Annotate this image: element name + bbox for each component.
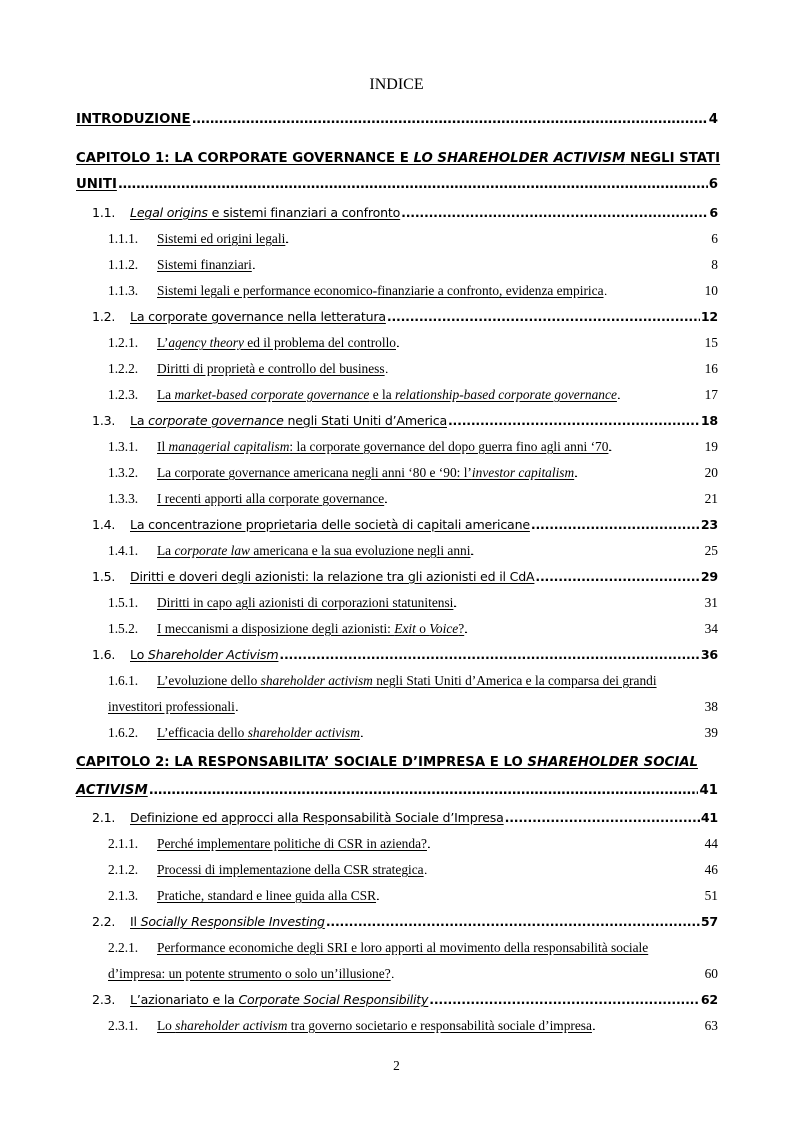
toc-section-number: 1.6.: [92, 647, 116, 662]
toc-entry-text: Diritti di proprietà e controllo del business: [157, 361, 385, 376]
leader-dots: [575, 465, 703, 481]
toc-page-number: 20: [704, 465, 718, 480]
toc-page-number: 60: [704, 966, 718, 981]
toc-section-2-1[interactable]: [92, 810, 718, 825]
toc-subsection-1-1-2[interactable]: [108, 257, 718, 273]
toc-entry-text: L’evoluzione dello shareholder activism negli Stati Uniti d’America e la comparsa dei grandi: [157, 673, 657, 688]
toc-section-2-3[interactable]: [92, 992, 718, 1007]
toc-section-number: 2.2.: [92, 914, 116, 929]
toc-page-number: 4: [708, 112, 718, 127]
leader-dots: [401, 205, 708, 220]
toc-subsection-1-2-3[interactable]: [108, 387, 718, 403]
toc-page-number: 44: [704, 836, 718, 851]
toc-section-number: 1.5.2.: [108, 621, 139, 636]
toc-subsection-2-2-1[interactable]: [108, 966, 718, 982]
leader-dots: [465, 621, 703, 637]
toc-entry-text: Il Socially Responsible Investing: [130, 914, 325, 929]
toc-subsection-1-6-1-line1[interactable]: [108, 673, 657, 689]
toc-section-1-2[interactable]: [92, 309, 718, 324]
leader-dots: [593, 1018, 704, 1034]
leader-dots: [425, 862, 704, 878]
toc-page-number: 10: [704, 283, 718, 298]
leader-dots: [387, 309, 700, 324]
toc-subsection-1-2-2[interactable]: [108, 361, 718, 377]
toc-section-number: 1.4.: [92, 517, 116, 532]
leader-dots: [118, 177, 708, 192]
leader-dots: [149, 783, 699, 798]
toc-entry-text: La concentrazione proprietaria delle società di capitali americane: [130, 517, 530, 532]
leader-dots: [236, 699, 704, 715]
toc-subsection-1-6-1[interactable]: [108, 699, 718, 715]
leader-dots: [326, 914, 700, 929]
leader-dots: [192, 112, 708, 127]
toc-entry-text: La corporate law americana e la sua evoluzione negli anni: [157, 543, 471, 558]
leader-dots: [361, 725, 704, 741]
toc-subsection-2-3-1[interactable]: [108, 1018, 718, 1034]
toc-entry-text: Lo Shareholder Activism: [130, 647, 279, 662]
toc-subsection-2-1-3[interactable]: [108, 888, 718, 904]
toc-subsection-1-3-3[interactable]: [108, 491, 718, 507]
toc-subsection-1-6-2[interactable]: [108, 725, 718, 741]
toc-entry-text: Diritti in capo agli azionisti di corporazioni statunitensi: [157, 595, 454, 610]
toc-entry-text: Performance economiche degli SRI e loro apporti al movimento della responsabilità sociale: [157, 940, 649, 955]
toc-entry-text: d’impresa: un potente strumento o solo un’illusione?: [108, 966, 391, 981]
toc-subsection-1-3-2[interactable]: [108, 465, 718, 481]
toc-subsection-2-2-1-line1[interactable]: [108, 940, 648, 956]
toc-page-number: 31: [704, 595, 718, 610]
leader-dots: [386, 361, 704, 377]
toc-entry-text: Perché implementare politiche di CSR in azienda?: [157, 836, 427, 851]
toc-section-number: 1.3.2.: [108, 465, 139, 480]
toc-entry-text: CAPITOLO 2: LA RESPONSABILITA’ SOCIALE D’IMPRESA E LO SHAREHOLDER SOCIAL: [76, 755, 698, 770]
toc-page-number: 15: [704, 335, 718, 350]
toc-section-number: 1.1.3.: [108, 283, 139, 298]
toc-entry-text: Il managerial capitalism: la corporate governance del dopo guerra fino agli anni ‘70: [157, 439, 609, 454]
toc-section-number: 1.4.1.: [108, 543, 139, 558]
toc-section-2-2[interactable]: [92, 914, 718, 929]
toc-section-number: 1.2.: [92, 309, 116, 324]
leader-dots: [618, 387, 704, 403]
toc-section-number: 1.5.1.: [108, 595, 139, 610]
leader-dots: [605, 283, 704, 299]
toc-entry-text: L’efficacia dello shareholder activism: [157, 725, 360, 740]
leader-dots: [535, 569, 699, 584]
toc-entry-text: UNITI: [76, 177, 117, 192]
toc-section-number: 2.1.3.: [108, 888, 139, 903]
toc-subsection-2-1-1[interactable]: [108, 836, 718, 852]
toc-section-1-6[interactable]: [92, 647, 718, 662]
leader-dots: [448, 413, 700, 428]
leader-dots: [471, 543, 703, 559]
toc-section-number: 2.1.2.: [108, 862, 139, 877]
toc-page-number: 19: [704, 439, 718, 454]
toc-subsection-1-3-1[interactable]: [108, 439, 718, 455]
toc-page-number: 51: [704, 888, 718, 903]
leader-dots: [385, 491, 703, 507]
toc-entry-text: I meccanismi a disposizione degli azionisti: Exit o Voice?: [157, 621, 465, 636]
toc-entry-text: CAPITOLO 1: LA CORPORATE GOVERNANCE E LO SHAREHOLDER ACTIVISM NEGLI STATI: [76, 151, 721, 166]
toc-entry-text: L’agency theory ed il problema del controllo: [157, 335, 396, 350]
leader-dots: [253, 257, 710, 273]
leader-dots: [377, 888, 704, 904]
page-number: 2: [393, 1058, 400, 1073]
toc-page-number: 8: [711, 257, 718, 272]
toc-chapter-2[interactable]: [76, 783, 718, 798]
toc-page-number: 17: [704, 387, 718, 402]
toc-subsection-1-5-1[interactable]: [108, 595, 718, 611]
toc-page-number: 12: [700, 309, 718, 324]
page-title: INDICE: [369, 76, 424, 93]
toc-subsection-1-1-1[interactable]: [108, 231, 718, 247]
toc-page-number: 6: [709, 205, 718, 220]
toc-section-number: 1.6.1.: [108, 673, 139, 688]
toc-page-number: 25: [704, 543, 718, 558]
toc-section-number: 1.1.2.: [108, 257, 139, 272]
toc-page-number: 16: [704, 361, 718, 376]
toc-page-number: 36: [700, 647, 718, 662]
toc-entry-text: Definizione ed approcci alla Responsabilità Sociale d’Impresa: [130, 810, 504, 825]
toc-page-number: 38: [704, 699, 718, 714]
toc-entry-text: La corporate governance americana negli anni ‘80 e ‘90: l’investor capitalism: [157, 465, 575, 480]
toc-page-number: 6: [708, 177, 718, 192]
toc-section-1-1[interactable]: [92, 205, 718, 220]
toc-section-number: 1.3.: [92, 413, 116, 428]
leader-dots: [286, 231, 710, 247]
toc-section-number: 1.3.3.: [108, 491, 139, 506]
toc-page-number: 23: [700, 517, 718, 532]
toc-entry-text: INTRODUZIONE: [76, 112, 191, 127]
toc-page-number: 34: [704, 621, 718, 636]
toc-section-number: 2.3.: [92, 992, 116, 1007]
toc-entry-text: La corporate governance negli Stati Uniti d’America: [130, 413, 447, 428]
leader-dots: [397, 335, 704, 351]
toc-entry-text: Sistemi finanziari: [157, 257, 252, 272]
toc-page-number: 21: [704, 491, 718, 506]
toc-entry-text: I recenti apporti alla corporate governance: [157, 491, 385, 506]
toc-entry-text: ACTIVISM: [76, 783, 148, 798]
toc-entry-text: L’azionariato e la Corporate Social Responsibility: [130, 992, 429, 1007]
toc-section-1-4[interactable]: [92, 517, 718, 532]
toc-entry-text: Legal origins e sistemi finanziari a confronto: [130, 205, 401, 220]
toc-section-number: 2.1.: [92, 810, 116, 825]
toc-section-number: 2.3.1.: [108, 1018, 139, 1033]
toc-page-number: 6: [711, 231, 718, 246]
leader-dots: [609, 439, 703, 455]
toc-entry-text: Pratiche, standard e linee guida alla CSR: [157, 888, 377, 903]
toc-page-number: 57: [700, 914, 718, 929]
toc-section-number: 1.2.3.: [108, 387, 139, 402]
toc-page-number: 63: [704, 1018, 718, 1033]
toc-chapter-1-line1[interactable]: [76, 151, 720, 166]
leader-dots: [279, 647, 699, 662]
toc-subsection-1-4-1[interactable]: [108, 543, 718, 559]
toc-entry-text: Sistemi legali e performance economico-finanziarie a confronto, evidenza empirica: [157, 283, 604, 298]
toc-section-number: 2.2.1.: [108, 940, 139, 955]
toc-entry-text: La corporate governance nella letteratura: [130, 309, 386, 324]
leader-dots: [392, 966, 704, 982]
toc-page-number: 29: [700, 569, 718, 584]
toc-page-number: 18: [700, 413, 718, 428]
toc-section-number: 1.2.1.: [108, 335, 139, 350]
toc-entry-text: Processi di implementazione della CSR strategica: [157, 862, 424, 877]
toc-section-number: 1.1.: [92, 205, 116, 220]
toc-subsection-1-2-1[interactable]: [108, 335, 718, 351]
toc-section-1-5[interactable]: [92, 569, 718, 584]
toc-section-number: 1.1.1.: [108, 231, 139, 246]
toc-page-number: 41: [699, 783, 718, 798]
toc-entry-text: investitori professionali: [108, 699, 235, 714]
toc-entry-text: La market-based corporate governance e la relationship-based corporate governance: [157, 387, 617, 402]
toc-section-number: 1.3.1.: [108, 439, 139, 454]
toc-page-number: 62: [700, 992, 718, 1007]
toc-page-number: 46: [704, 862, 718, 877]
leader-dots: [454, 595, 703, 611]
leader-dots: [428, 836, 704, 852]
toc-chapter-1[interactable]: [76, 177, 718, 192]
toc-entry-text: Sistemi ed origini legali: [157, 231, 286, 246]
toc-section-1-3[interactable]: [92, 413, 718, 428]
toc-section-number: 2.1.1.: [108, 836, 139, 851]
toc-subsection-1-5-2[interactable]: [108, 621, 718, 637]
toc-entry-text: Diritti e doveri degli azionisti: la relazione tra gli azionisti ed il CdA: [130, 569, 535, 584]
toc-subsection-2-1-2[interactable]: [108, 862, 718, 878]
leader-dots: [505, 810, 700, 825]
leader-dots: [429, 992, 700, 1007]
toc-page-number: 41: [700, 810, 718, 825]
toc-section-number: 1.2.2.: [108, 361, 139, 376]
toc-entry-introduzione[interactable]: [76, 112, 718, 127]
toc-section-number: 1.6.2.: [108, 725, 139, 740]
toc-page-number: 39: [704, 725, 718, 740]
leader-dots: [531, 517, 700, 532]
toc-section-number: 1.5.: [92, 569, 116, 584]
toc-subsection-1-1-3[interactable]: [108, 283, 718, 299]
toc-entry-text: Lo shareholder activism tra governo societario e responsabilità sociale d’impresa: [157, 1018, 592, 1033]
toc-chapter-2-line1[interactable]: [76, 755, 698, 770]
